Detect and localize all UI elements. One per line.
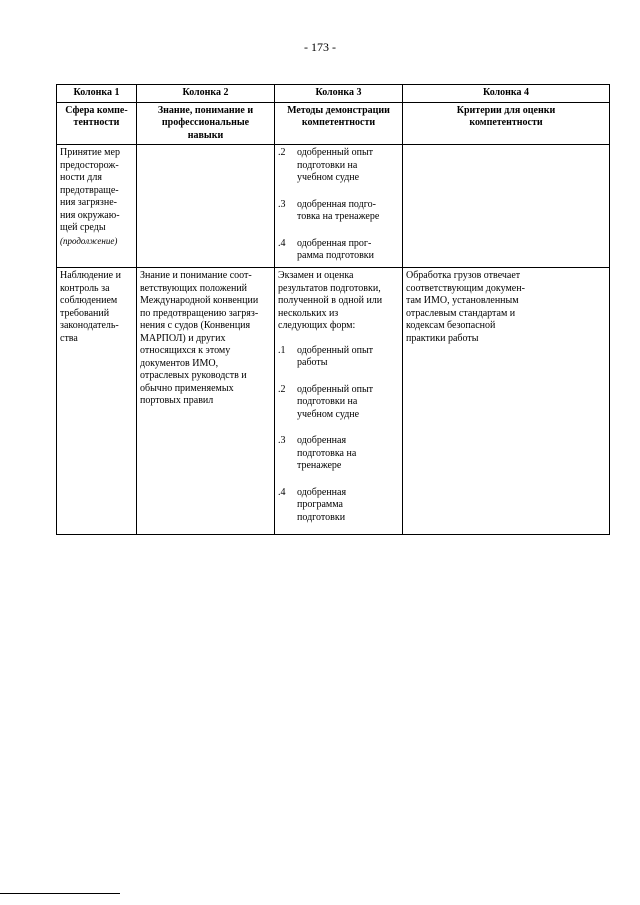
list-item (278, 238, 399, 263)
row2-competence (57, 268, 137, 535)
list-item (278, 487, 399, 525)
header-methods (275, 102, 403, 145)
item-number: .2 (278, 383, 286, 395)
item-text: одобренная подготовка на тренажере (297, 435, 357, 471)
item-number: .1 (278, 344, 286, 356)
row1-methods (275, 145, 403, 268)
item-number: .3 (278, 435, 286, 446)
header-knowledge-text: Знание, понимание и профессиональные навыки (157, 104, 254, 141)
column-2-label: Колонка 2 (137, 85, 275, 103)
row1-competence (57, 145, 137, 268)
column-4-label: Колонка 4 (403, 85, 610, 103)
header-knowledge (137, 102, 275, 145)
header-methods-text: Методы демонстрации компетентности (287, 104, 390, 128)
list-item (278, 345, 399, 370)
item-text: одобренный опыт работы (297, 344, 374, 368)
row1-knowledge (137, 145, 275, 268)
row2-knowledge-text: Знание и понимание соот- ветствующих положений Международной конвенции по предотвращению загряз- нения с судов (Конвенция МАРПОЛ) и других относящихся к этому документов ИМО, отраслевых руководств и обычно применяемых портовых правил (140, 270, 259, 406)
column-number-row (57, 85, 610, 103)
item-text: одобренная прог- рамма подготовки (297, 237, 375, 261)
competence-table (56, 84, 610, 535)
page-number: - 173 - (304, 40, 336, 54)
item-number: .4 (278, 237, 286, 249)
row2-criteria (403, 268, 610, 535)
list-item (278, 435, 399, 473)
header-row (57, 102, 610, 145)
item-number: .4 (278, 486, 286, 498)
table-row (57, 268, 610, 535)
row2-knowledge (137, 268, 275, 535)
table-row (57, 145, 610, 268)
row2-methods-intro: Экзамен и оценка результатов подготовки, полученной в одной или нескольких из следующих форм: (278, 270, 383, 331)
item-text: одобренная программа подготовки (297, 486, 347, 523)
row2-methods (275, 268, 403, 535)
header-criteria-text: Критерии для оценки компетентности (456, 104, 556, 128)
list-item (278, 384, 399, 422)
item-text: одобренная подго- товка на тренажере (297, 198, 380, 222)
header-competence-text: Сфера компе- тентности (65, 104, 128, 128)
header-competence (57, 102, 137, 145)
row1-competence-text: Принятие мер предосторож- ности для предотвраще- ния загрязне- ния окружаю- щей среды (60, 147, 120, 233)
row2-criteria-text: Обработка грузов отвечает соответствующим докумен- там ИМО, установленным отраслевым стандартам и кодексам безопасной практики работы (406, 270, 525, 344)
row2-competence-text: Наблюдение и контроль за соблюдением требований законодатель- ства (60, 270, 121, 344)
footer-rule (0, 893, 120, 894)
row1-criteria (403, 145, 610, 268)
column-1-label: Колонка 1 (57, 85, 137, 103)
item-number: .2 (278, 147, 286, 158)
item-number: .3 (278, 198, 286, 210)
list-item (278, 147, 399, 185)
column-3-label: Колонка 3 (275, 85, 403, 103)
header-criteria (403, 102, 610, 145)
item-text: одобренный опыт подготовки на учебном судне (297, 147, 374, 183)
list-item (278, 199, 399, 224)
continuation-note: (продолжение) (60, 235, 118, 246)
item-text: одобренный опыт подготовки на учебном судне (297, 383, 374, 420)
